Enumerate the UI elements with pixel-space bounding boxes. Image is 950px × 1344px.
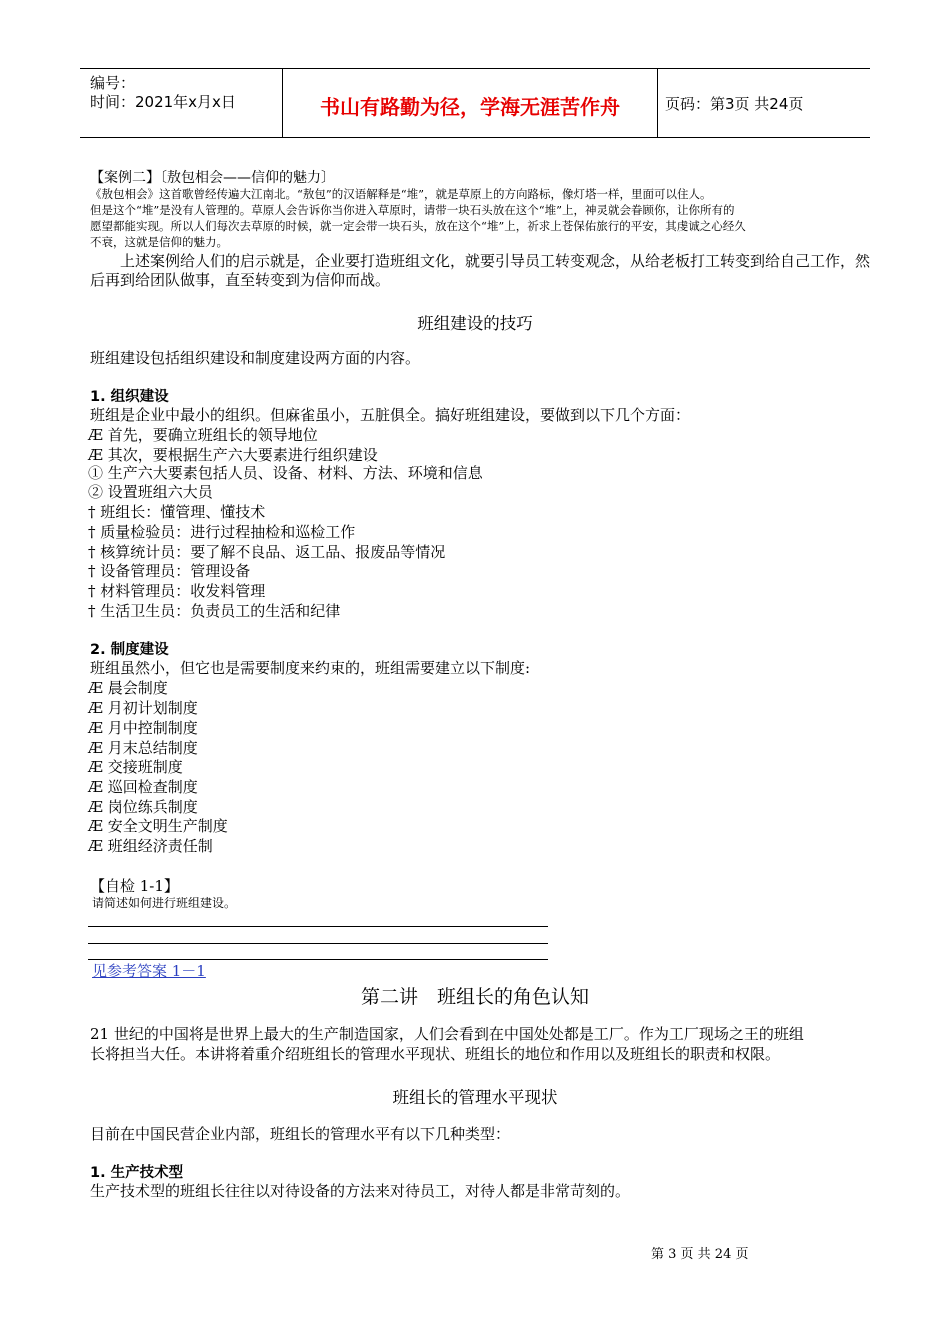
- list-item: Æ 安全文明生产制度: [88, 817, 228, 835]
- page-header: [80, 68, 870, 138]
- case-body-line: 不衰，这就是信仰的魅力。: [90, 235, 228, 249]
- status-intro: 目前在中国民营企业内部，班组长的管理水平有以下几种类型：: [90, 1125, 511, 1143]
- list-item: ② 设置班组六大员: [88, 483, 213, 501]
- time-label: 时间：2021年x月x日: [90, 93, 236, 111]
- lecture-para-line: 长将担当大任。本讲将着重介绍班组长的管理水平现状、班组长的地位和作用以及班组长的职责和权限。: [90, 1045, 781, 1063]
- answer-line[interactable]: [88, 959, 548, 960]
- header-page-cell: [657, 69, 870, 137]
- list-item: Æ 岗位练兵制度: [88, 798, 198, 816]
- footer-page: 第 3 页 共 24 页: [651, 1247, 749, 1262]
- list-item: Æ 首先，要确立班组长的领导地位: [88, 426, 318, 444]
- list-item: † 核算统计员：要了解不良品、返工品、报废品等情况: [88, 543, 446, 561]
- type1-title: 1. 生产技术型: [90, 1165, 184, 1181]
- answer-link[interactable]: 见参考答案 1－1: [92, 962, 206, 980]
- motto: 书山有路勤为径，学海无涯苦作舟: [320, 95, 620, 119]
- type1-text: 生产技术型的班组长往往以对待设备的方法来对待员工，对待人都是非常苛刻的。: [90, 1182, 631, 1200]
- list-item: Æ 交接班制度: [88, 758, 183, 776]
- list-item: † 材料管理员：收发料管理: [88, 582, 266, 600]
- answer-line[interactable]: [88, 943, 548, 944]
- case-body-line: 愿望都能实现。所以人们每次去草原的时候，就一定会带一块石头，放在这个“堆”上，祈求上苍保佑旅行的平安，其虔诚之心经久: [90, 219, 746, 233]
- org-title: 1. 组织建设: [90, 389, 169, 405]
- list-item: Æ 月初计划制度: [88, 699, 198, 717]
- selfcheck-question: 请简述如何进行班组建设。: [92, 896, 237, 910]
- list-item: Æ 月末总结制度: [88, 739, 198, 757]
- insight-line: 上述案例给人们的启示就是，企业要打造班组文化，就要引导员工转变观念，从给老板打工转变到给自己工作，然: [120, 252, 871, 270]
- header-meta: [80, 69, 282, 137]
- list-item: Æ 其次，要根据生产六大要素进行组织建设: [88, 446, 378, 464]
- page-code: 页码：第3页 共24页: [665, 95, 804, 113]
- skills-intro: 班组建设包括组织建设和制度建设两方面的内容。: [90, 349, 421, 367]
- list-item: † 班组长：懂管理、懂技术: [88, 503, 266, 521]
- org-intro: 班组是企业中最小的组织。但麻雀虽小，五脏俱全。搞好班组建设，要做到以下几个方面：: [90, 406, 691, 424]
- insight-line: 后再到给团队做事，直至转变到为信仰而战。: [90, 271, 391, 289]
- section-heading-skills: 班组建设的技巧: [417, 314, 533, 333]
- system-title: 2. 制度建设: [90, 642, 169, 658]
- section-heading-status: 班组长的管理水平现状: [392, 1088, 558, 1107]
- serial-label: 编号：: [90, 74, 136, 92]
- header-motto-cell: [282, 69, 658, 137]
- case-body-line: 《敖包相会》这首歌曾经传遍大江南北。“敖包”的汉语解释是“堆”，就是草原上的方向路标，像灯塔一样，里面可以住人。: [90, 187, 712, 201]
- list-item: † 设备管理员：管理设备: [88, 562, 251, 580]
- lecture-para-line: 21 世纪的中国将是世界上最大的生产制造国家，人们会看到在中国处处都是工厂。作为工厂现场之王的班组: [90, 1025, 804, 1043]
- case-body-line: 但是这个“堆”是没有人管理的。草原人会告诉你当你进入草原时，请带一块石头放在这个“堆”上，神灵就会眷顾你，让你所有的: [90, 203, 735, 217]
- case-title: 【案例二】〔敖包相会——信仰的魅力〕: [90, 170, 335, 186]
- list-item: ① 生产六大要素包括人员、设备、材料、方法、环境和信息: [88, 464, 483, 482]
- list-item: Æ 班组经济责任制: [88, 837, 213, 855]
- list-item: † 生活卫生员：负责员工的生活和纪律: [88, 602, 341, 620]
- list-item: † 质量检验员：进行过程抽检和巡检工作: [88, 523, 356, 541]
- lecture-heading: 第二讲 班组长的角色认知: [360, 986, 589, 1008]
- system-intro: 班组虽然小，但它也是需要制度来约束的，班组需要建立以下制度:: [90, 659, 531, 677]
- selfcheck-title: 【自检 1-1】: [90, 877, 179, 895]
- list-item: Æ 晨会制度: [88, 679, 168, 697]
- list-item: Æ 巡回检查制度: [88, 778, 198, 796]
- answer-line[interactable]: [88, 926, 548, 927]
- list-item: Æ 月中控制制度: [88, 719, 198, 737]
